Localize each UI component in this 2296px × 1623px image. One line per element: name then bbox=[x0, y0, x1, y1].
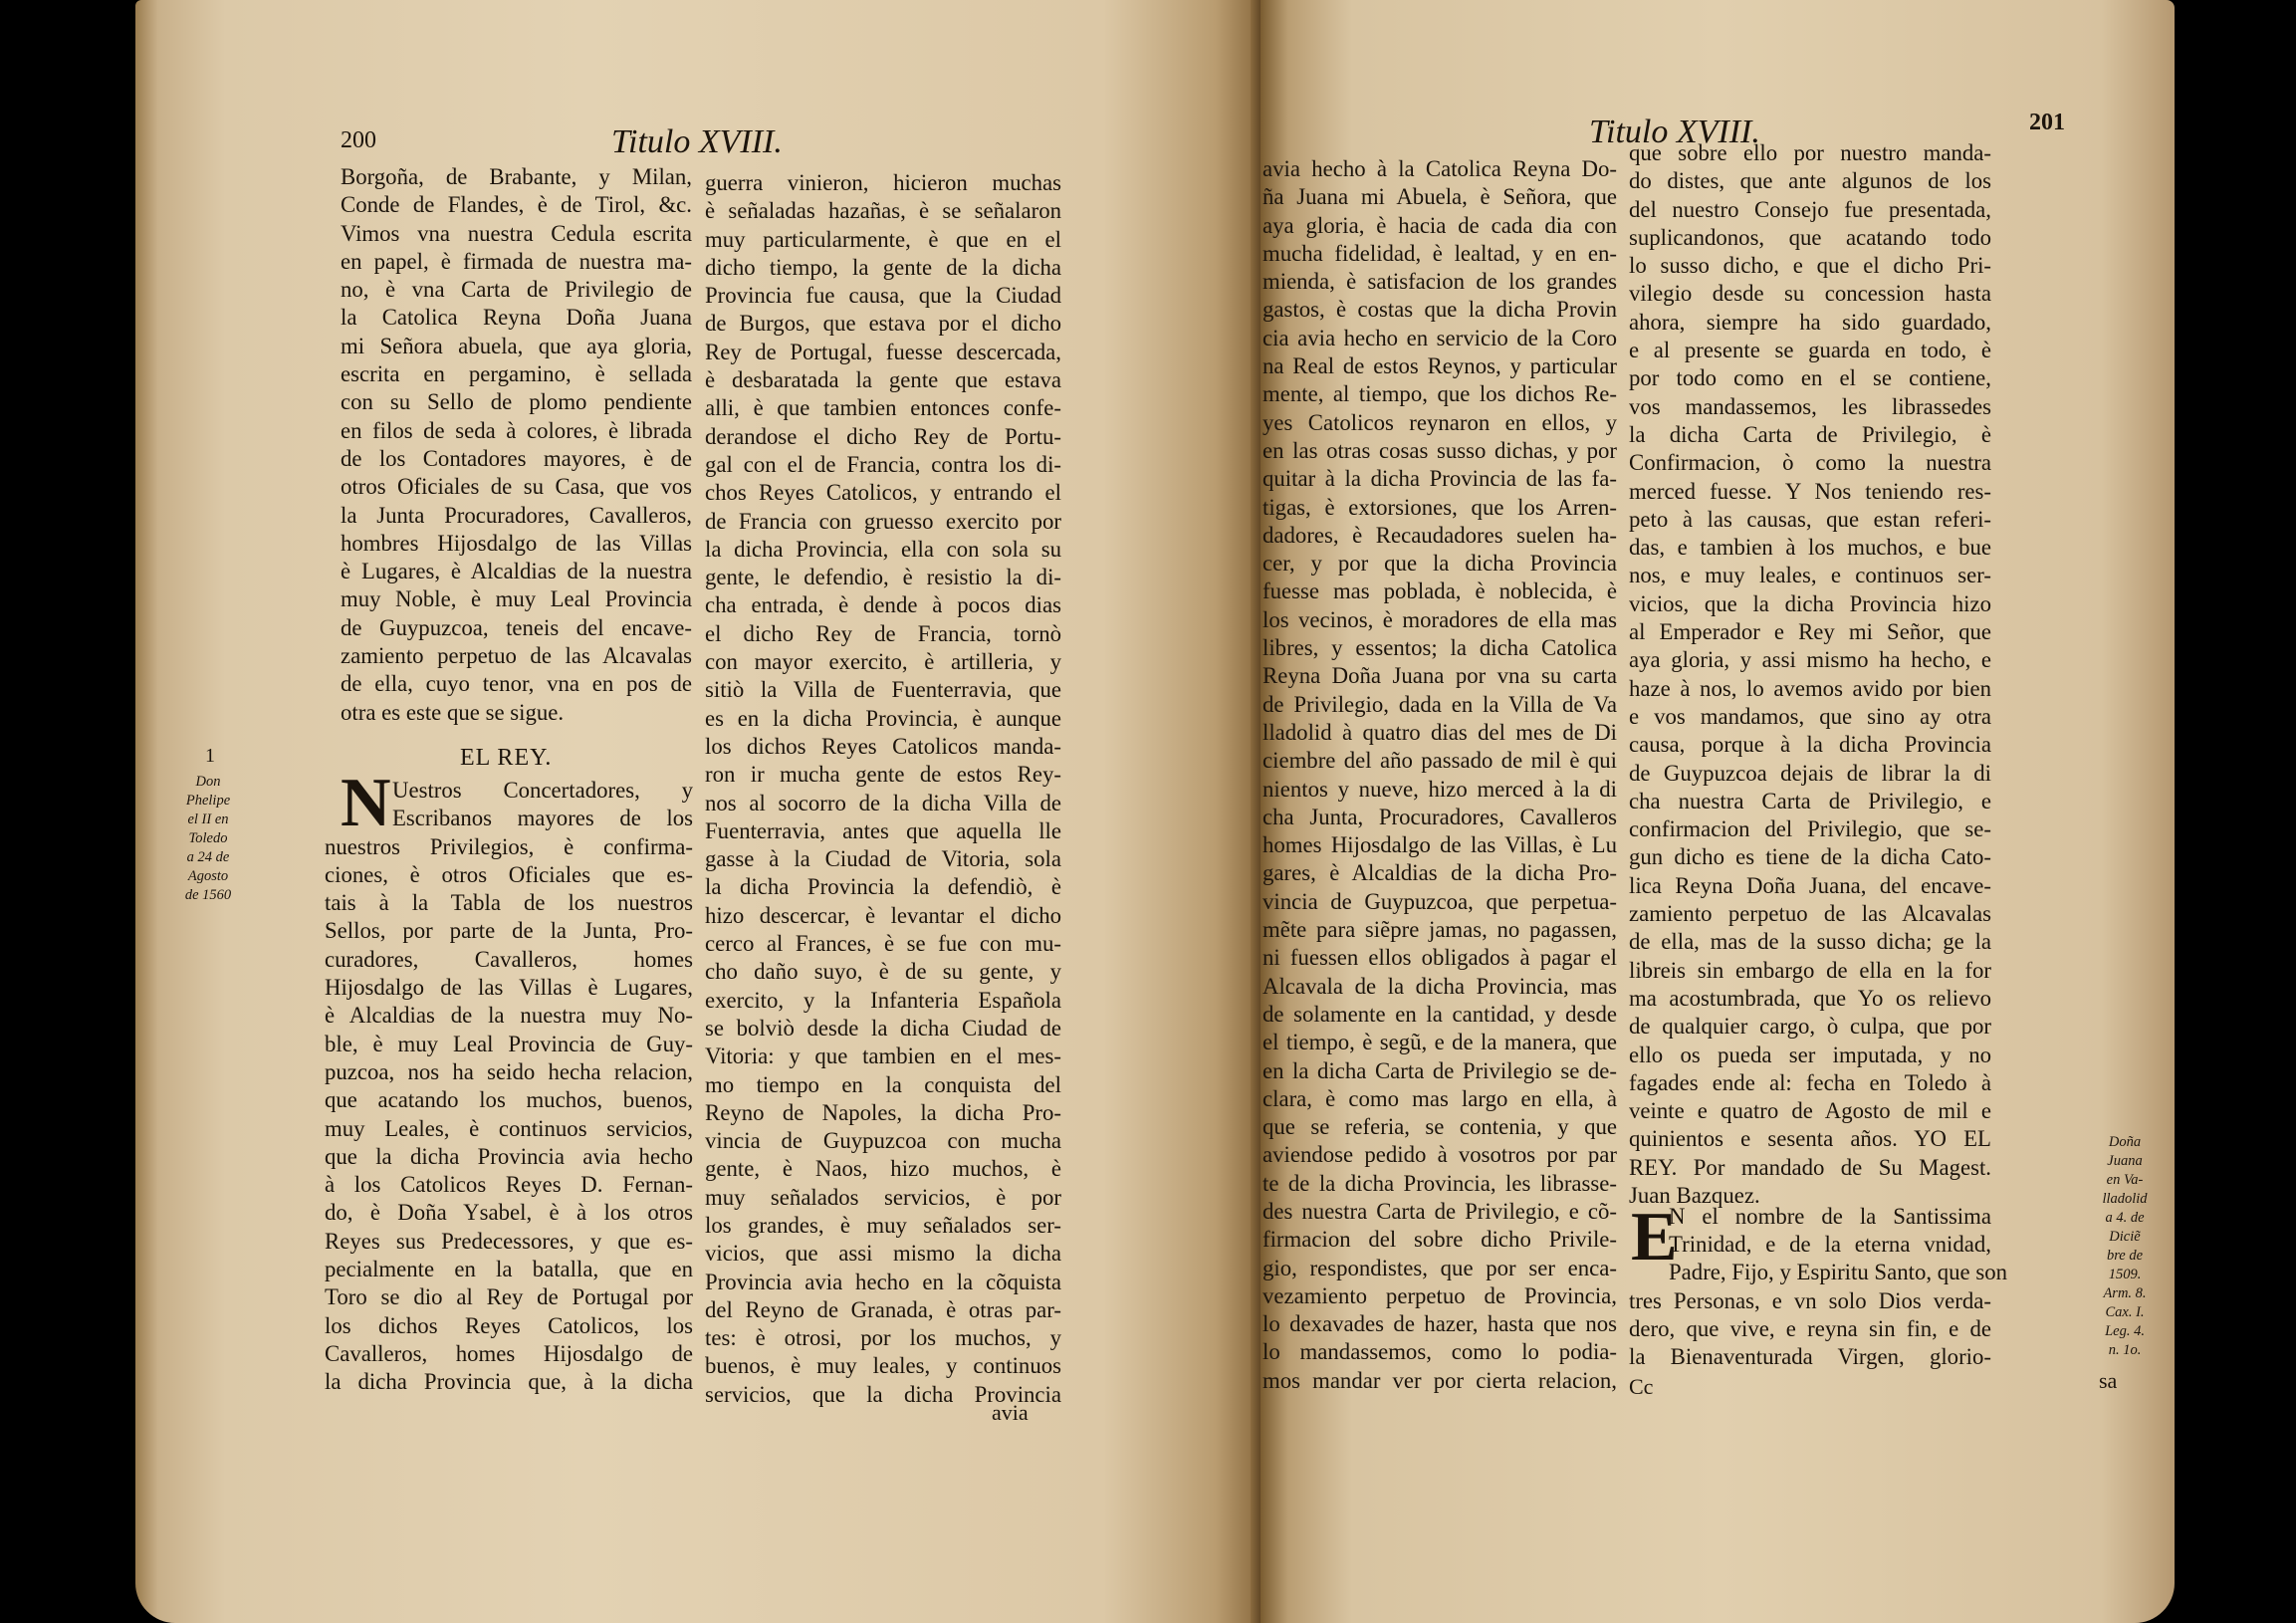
text-line: hombres Hijosdalgo de las Villas bbox=[341, 530, 692, 556]
text-line: Toledo bbox=[188, 830, 228, 846]
text-line: ahora, siempre ha sido guardado, bbox=[1629, 309, 1991, 335]
text-line: cha entrada, è dende à pocos dias bbox=[705, 592, 1061, 618]
text-line: muy Leales, è continuos servicios, bbox=[325, 1115, 693, 1141]
text-line: los dichos Reyes Catolicos manda- bbox=[705, 733, 1061, 759]
text-line: das, e tambien à los muchos, e bue bbox=[1629, 535, 1991, 561]
text-line: aviendose pedido à vosotros por par bbox=[1263, 1142, 1617, 1168]
text-line: mẽte para siẽpre jamas, no pagassen, bbox=[1263, 917, 1617, 943]
text-line: ble, è muy Leal Provincia de Guy- bbox=[325, 1031, 693, 1056]
text-line: de los Contadores mayores, è de bbox=[341, 445, 692, 471]
right-column-2-text-beside-cap bbox=[1669, 1203, 2008, 1287]
text-line: la Bienaventurada Virgen, glorio- bbox=[1629, 1344, 1991, 1370]
text-line: de Privilegio, dada en la Villa de Va bbox=[1263, 691, 1617, 717]
text-line: vilegio desde su concession hasta bbox=[1629, 281, 1991, 307]
text-line: de Guypuzcoa, teneis del encave- bbox=[341, 614, 692, 640]
text-line: Provincia avia hecho en la cõquista bbox=[705, 1269, 1061, 1294]
text-line: Hijosdalgo de las Villas è Lugares, bbox=[325, 975, 693, 1001]
text-line: derandose el dicho Rey de Portu- bbox=[705, 423, 1061, 449]
text-line: yes Catolicos reynaron en ellos, y bbox=[1263, 409, 1617, 435]
text-line: mente, al tiempo, que los dichos Re- bbox=[1263, 381, 1617, 407]
text-line: los vecinos, è moradores de ella mas bbox=[1263, 606, 1617, 632]
text-line: Trinidad, e de la eterna vnidad, bbox=[1669, 1231, 1991, 1257]
text-line: de Francia con gruesso exercito por bbox=[705, 508, 1061, 534]
signature-mark: Cc bbox=[1629, 1374, 1654, 1399]
text-line: hizo descercar, è levantar el dicho bbox=[705, 902, 1061, 928]
text-line: con su Sello de plomo pendiente bbox=[341, 389, 692, 415]
text-line: no, è vna Carta de Privilegio de bbox=[341, 277, 692, 303]
text-line: a 24 de bbox=[186, 849, 230, 865]
text-line: aya gloria, è hacia de cada dia con bbox=[1263, 212, 1617, 238]
text-line: n. 1o. bbox=[2108, 1342, 2142, 1358]
text-line: tres Personas, e vn solo Dios verda- bbox=[1629, 1287, 1991, 1313]
text-line: REY. Por mandado de Su Magest. bbox=[1629, 1154, 1991, 1180]
text-line: Vimos vna nuestra Cedula escrita bbox=[341, 220, 692, 246]
text-line: suplicandonos, que acatando todo bbox=[1629, 224, 1991, 250]
text-line: de qualquier cargo, ò culpa, que por bbox=[1629, 1014, 1991, 1040]
text-line: à los Catolicos Reyes D. Fernan- bbox=[325, 1172, 693, 1198]
text-line: Cavalleros, homes Hijosdalgo de bbox=[325, 1340, 693, 1366]
text-line: a 4. de bbox=[2105, 1210, 2145, 1226]
text-line: N el nombre de la Santissima bbox=[1669, 1203, 1991, 1229]
text-line: vos mandassemos, les librassedes bbox=[1629, 393, 1991, 419]
text-line: de Guypuzcoa dejais de librar la di bbox=[1629, 760, 1991, 786]
text-line: è desbaratada la gente que estava bbox=[705, 367, 1061, 393]
text-line: veinte e quatro de Agosto de mil e bbox=[1629, 1098, 1991, 1124]
text-line: de Burgos, que estava por el dicho bbox=[705, 311, 1061, 337]
text-line: na Real de estos Reynos, y particular bbox=[1263, 353, 1617, 379]
text-line: fuesse mas poblada, è noblecida, è bbox=[1263, 579, 1617, 604]
text-line: la dicha Carta de Privilegio, è bbox=[1629, 421, 1991, 447]
text-line: vincia de Guypuzcoa con mucha bbox=[705, 1128, 1061, 1154]
text-line: te de la dicha Provincia, les librasse- bbox=[1263, 1170, 1617, 1196]
right-page bbox=[1261, 0, 2175, 1623]
text-line: muy particularmente, è que en el bbox=[705, 226, 1061, 252]
text-line: la Junta Procuradores, Cavalleros, bbox=[341, 502, 692, 528]
text-line: cho daño suyo, è de su gente, y bbox=[705, 959, 1061, 985]
text-line: en Va- bbox=[2106, 1172, 2144, 1188]
text-line: ciones, è otros Oficiales que es- bbox=[325, 861, 693, 887]
text-line: buenos, è muy leales, y continuos bbox=[705, 1353, 1061, 1379]
drop-cap-n: N bbox=[341, 765, 391, 841]
drop-cap-e: E bbox=[1631, 1199, 1678, 1275]
left-page-number: 200 bbox=[341, 127, 376, 153]
text-line: Escribanos mayores de los bbox=[392, 806, 693, 831]
text-line: guerra vinieron, hicieron muchas bbox=[705, 170, 1061, 195]
text-line: Juana bbox=[2107, 1153, 2143, 1169]
text-line: avia hecho à la Catolica Reyna Do- bbox=[1263, 156, 1617, 181]
text-line: ello os pueda ser imputada, y no bbox=[1629, 1042, 1991, 1067]
text-line: Arm. 8. bbox=[2103, 1285, 2147, 1301]
text-line: homes Hijosdalgo de las Villas, è Lu bbox=[1263, 832, 1617, 858]
text-line: libres, y essentos; la dicha Catolica bbox=[1263, 635, 1617, 661]
text-line: cia avia hecho en servicio de la Coro bbox=[1263, 325, 1617, 350]
text-line: Vitoria: y que tambien en el mes- bbox=[705, 1043, 1061, 1069]
text-line: è Alcaldias de la nuestra muy No- bbox=[325, 1003, 693, 1029]
text-line: vicios, que la dicha Provincia hizo bbox=[1629, 590, 1991, 616]
text-line: gares, è Alcaldias de la dicha Pro- bbox=[1263, 860, 1617, 886]
text-line: Agosto bbox=[187, 868, 229, 884]
text-line: en las otras cosas susso dichas, y por bbox=[1263, 437, 1617, 463]
text-line: Cax. I. bbox=[2105, 1304, 2145, 1320]
text-line: vezamiento perpetuo de Provincia, bbox=[1263, 1282, 1617, 1308]
text-line: de ella, mas de la susso dicha; ge la bbox=[1629, 929, 1991, 955]
text-line: lo dexavades de hazer, hasta que nos bbox=[1263, 1311, 1617, 1337]
text-line: Borgoña, de Brabante, y Milan, bbox=[341, 164, 692, 189]
text-line: gun dicho es tiene de la dicha Cato- bbox=[1629, 844, 1991, 870]
text-line: clara, è como mas largo en ella, à bbox=[1263, 1085, 1617, 1111]
text-line: Confirmacion, ò como la nuestra bbox=[1629, 450, 1991, 476]
text-line: en la dicha Carta de Privilegio se de- bbox=[1263, 1057, 1617, 1083]
text-line: la Catolica Reyna Doña Juana bbox=[341, 305, 692, 331]
text-line: lo susso dicho, e que el dicho Pri- bbox=[1629, 253, 1991, 279]
text-line: merced fuesse. Y Nos teniendo res- bbox=[1629, 478, 1991, 504]
text-line: puzcoa, nos ha seido hecha relacion, bbox=[325, 1058, 693, 1084]
text-line: mucha fidelidad, è lealtad, y en en- bbox=[1263, 240, 1617, 266]
left-column-1-text-beside-cap bbox=[392, 777, 693, 833]
text-line: quitar à la dicha Provincia de las fa- bbox=[1263, 466, 1617, 492]
text-line: ciembre del año passado de mil è qui bbox=[1263, 748, 1617, 774]
text-line: chos Reyes Catolicos, y entrando el bbox=[705, 480, 1061, 506]
text-line: confirmacion del Privilegio, que se- bbox=[1629, 816, 1991, 842]
text-line: en papel, è firmada de nuestra ma- bbox=[341, 248, 692, 274]
text-line: vincia de Guypuzcoa, que perpetua- bbox=[1263, 888, 1617, 914]
text-line: gente, è Naos, hizo muchos, è bbox=[705, 1156, 1061, 1182]
text-line: Phelipe bbox=[185, 793, 231, 809]
text-line: curadores, Cavalleros, homes bbox=[325, 946, 693, 972]
text-line: Reyes sus Predecessores, y que es- bbox=[325, 1228, 693, 1254]
text-line: la dicha Provincia, ella con sola su bbox=[705, 536, 1061, 562]
text-line: libreis sin embargo de ella en la for bbox=[1629, 957, 1991, 983]
text-line: del Reyno de Granada, è otras par- bbox=[705, 1296, 1061, 1322]
text-line: è Lugares, è Alcaldias de la nuestra bbox=[341, 559, 692, 584]
text-line: se bolviò desde la dicha Ciudad de bbox=[705, 1015, 1061, 1041]
text-line: otros Oficiales de su Casa, que vos bbox=[341, 474, 692, 500]
text-line: aya gloria, y assi mismo ha hecho, e bbox=[1629, 647, 1991, 673]
text-line: Uestros Concertadores, y bbox=[392, 778, 693, 803]
right-column-1 bbox=[1263, 155, 1617, 1395]
text-line: gastos, è costas que la dicha Provin bbox=[1263, 297, 1617, 323]
text-line: la dicha Provincia la defendiò, è bbox=[705, 874, 1061, 900]
text-line: nos, e muy leales, e continuos ser- bbox=[1629, 563, 1991, 588]
text-line: dicho tiempo, la gente de la dicha bbox=[705, 254, 1061, 280]
text-line: e vos mandamos, que sino ay otra bbox=[1629, 703, 1991, 729]
text-line: cerco al Frances, è se fue con mu- bbox=[705, 931, 1061, 957]
text-line: cha Junta, Procuradores, Cavalleros bbox=[1263, 804, 1617, 829]
text-line: gente, le defendio, è resistio la di- bbox=[705, 565, 1061, 590]
text-line: ni fuessen ellos obligados à pagar el bbox=[1263, 945, 1617, 971]
text-line: con mayor exercito, è artilleria, y bbox=[705, 649, 1061, 675]
text-line: el dicho Rey de Francia, tornò bbox=[705, 620, 1061, 646]
left-running-head: Titulo XVIII. bbox=[611, 123, 783, 160]
text-line: Leg. 4. bbox=[2105, 1323, 2145, 1339]
text-line: que sobre ello por nuestro manda- bbox=[1629, 140, 1991, 165]
text-line: del nuestro Consejo fue presentada, bbox=[1629, 196, 1991, 222]
text-line: nos al socorro de la dicha Villa de bbox=[705, 790, 1061, 815]
text-line: gio, respondistes, que por ser enca- bbox=[1263, 1255, 1617, 1280]
text-line: muy señalados servicios, è por bbox=[705, 1184, 1061, 1210]
text-line: Reyno de Napoles, la dicha Pro- bbox=[705, 1099, 1061, 1125]
text-line: Reyna Doña Juana por vna su carta bbox=[1263, 663, 1617, 689]
text-line: en filos de seda à colores, è librada bbox=[341, 417, 692, 443]
text-line: dero, que vive, e reyna sin fin, e de bbox=[1629, 1315, 1991, 1341]
text-line: haze à nos, lo avemos avido por bien bbox=[1629, 675, 1991, 701]
text-line: mienda, è satisfacion de los grandes bbox=[1263, 269, 1617, 295]
text-line: los grandes, è muy señalados ser- bbox=[705, 1212, 1061, 1238]
text-line: el tiempo, è segũ, e de la manera, que bbox=[1263, 1030, 1617, 1055]
text-line: lladolid à quatro dias del mes de Di bbox=[1263, 719, 1617, 745]
text-line: è señaladas hazañas, è se señalaron bbox=[705, 198, 1061, 224]
text-line: por todo como en el se contiene, bbox=[1629, 365, 1991, 391]
text-line: cha nuestra Carta de Privilegio, e bbox=[1629, 788, 1991, 813]
text-line: es en la dicha Provincia, è aunque bbox=[705, 705, 1061, 731]
right-margin-note bbox=[2085, 1133, 2165, 1360]
text-line: pecialmente en la batalla, que en bbox=[325, 1257, 693, 1282]
text-line: ma acostumbrada, que Yo os relievo bbox=[1629, 985, 1991, 1011]
text-line: firmacion del sobre dicho Privile- bbox=[1263, 1227, 1617, 1253]
left-column-2 bbox=[705, 169, 1061, 1409]
text-line: Padre, Fijo, y Espiritu Santo, que son bbox=[1669, 1260, 2008, 1285]
text-line: Rey de Portugal, fuesse descercada, bbox=[705, 339, 1061, 364]
right-page-number: 201 bbox=[2029, 110, 2065, 135]
right-column-2-top bbox=[1629, 139, 1991, 1210]
text-line: Alcavala de la dicha Provincia, mas bbox=[1263, 973, 1617, 999]
right-running-head: Titulo XVIII. bbox=[1589, 114, 1760, 150]
text-line: tes: è otrosi, por los muchos, y bbox=[705, 1325, 1061, 1351]
text-line: Toro se dio al Rey de Portugal por bbox=[325, 1284, 693, 1310]
left-margin-note bbox=[169, 773, 247, 905]
text-line: do distes, que ante algunos de los bbox=[1629, 168, 1991, 194]
text-line: Provincia fue causa, que la Ciudad bbox=[705, 283, 1061, 309]
text-line: des nuestra Carta de Privilegio, e cõ- bbox=[1263, 1198, 1617, 1224]
text-line: al Emperador e Rey mi Señor, que bbox=[1629, 619, 1991, 645]
section-number: 1 bbox=[205, 745, 215, 767]
text-line: otra es este que se sigue. bbox=[341, 699, 565, 725]
left-column-1-text bbox=[325, 833, 693, 1397]
text-line: sitiò la Villa de Fuenterravia, que bbox=[705, 677, 1061, 703]
text-line: de 1560 bbox=[184, 887, 232, 903]
text-line: la dicha Provincia que, à la dicha bbox=[325, 1369, 693, 1395]
text-line: exercito, y la Infanteria Española bbox=[705, 987, 1061, 1013]
text-line: e al presente se guarda en todo, è bbox=[1629, 338, 1991, 363]
text-line: escrita en pergamino, è sellada bbox=[341, 361, 692, 387]
text-line: 1509. bbox=[2108, 1267, 2142, 1282]
section-heading: EL REY. bbox=[460, 745, 553, 771]
right-column-2-text bbox=[1629, 1287, 1991, 1372]
text-line: fagades ende al: fecha en Toledo à bbox=[1629, 1069, 1991, 1095]
text-line: nientos y nueve, hizo merced à la di bbox=[1263, 776, 1617, 802]
right-catchword: sa bbox=[2099, 1368, 2118, 1393]
text-line: mo tiempo en la conquista del bbox=[705, 1071, 1061, 1097]
text-line: bre de bbox=[2106, 1248, 2144, 1264]
text-line: Doña bbox=[2108, 1134, 2142, 1150]
text-line: tais à la Tabla de los nuestros bbox=[325, 890, 693, 916]
text-line: Juan Bazquez. bbox=[1629, 1182, 1760, 1208]
text-line: Sellos, por parte de la Junta, Pro- bbox=[325, 918, 693, 944]
text-line: los dichos Reyes Catolicos, los bbox=[325, 1312, 693, 1338]
text-line: Fuenterravia, antes que aquella lle bbox=[705, 817, 1061, 843]
text-line: vicios, que assi mismo la dicha bbox=[705, 1241, 1061, 1267]
text-line: zamiento perpetuo de las Alcavalas bbox=[341, 643, 692, 669]
text-line: lladolid bbox=[2102, 1191, 2148, 1207]
text-line: gal con el de Francia, contra los di- bbox=[705, 451, 1061, 477]
text-line: Conde de Flandes, è de Tirol, &c. bbox=[341, 192, 692, 218]
text-line: mi Señora abuela, que aya gloria, bbox=[341, 333, 692, 358]
text-line: que acatando los muchos, buenos, bbox=[325, 1087, 693, 1113]
text-line: alli, è que tambien entonces confe- bbox=[705, 395, 1061, 421]
text-line: servicios, que la dicha Provincia bbox=[705, 1381, 1061, 1407]
text-line: de solamente en la cantidad, y desde bbox=[1263, 1001, 1617, 1027]
text-line: quinientos e sesenta años. YO EL bbox=[1629, 1126, 1991, 1152]
text-line: Diciẽ bbox=[2109, 1229, 2141, 1245]
text-line: cer, y por que la dicha Provincia bbox=[1263, 551, 1617, 577]
text-line: causa, porque à la dicha Provincia bbox=[1629, 732, 1991, 758]
left-page bbox=[135, 0, 1261, 1623]
text-line: gasse à la Ciudad de Vitoria, sola bbox=[705, 846, 1061, 872]
text-line: lica Reyna Doña Juana, del encave- bbox=[1629, 872, 1991, 898]
text-line: muy Noble, è muy Leal Provincia bbox=[341, 586, 692, 612]
text-line: de ella, cuyo tenor, vna en pos de bbox=[341, 671, 692, 697]
open-book bbox=[117, 0, 2188, 1623]
text-line: zamiento perpetuo de las Alcavalas bbox=[1629, 901, 1991, 927]
text-line: ña Juana mi Abuela, è Señora, que bbox=[1263, 184, 1617, 210]
text-line: peto à las causas, que estan referi- bbox=[1629, 506, 1991, 532]
text-line: ron ir mucha gente de estos Rey- bbox=[705, 762, 1061, 788]
left-catchword: avia bbox=[992, 1400, 1029, 1425]
text-line: do, è Doña Ysabel, è à los otros bbox=[325, 1200, 693, 1226]
text-line: dadores, è Recaudadores suelen ha- bbox=[1263, 522, 1617, 548]
text-line: tigas, è extorsiones, que los Arren- bbox=[1263, 494, 1617, 520]
left-column-1-top bbox=[341, 163, 692, 727]
text-line: que la dicha Provincia avia hecho bbox=[325, 1143, 693, 1169]
text-line: el II en bbox=[187, 812, 229, 827]
text-line: que se referia, se contenia, y que bbox=[1263, 1114, 1617, 1140]
text-line: nuestros Privilegios, è confirma- bbox=[325, 833, 693, 859]
text-line: mos mandar ver por cierta relacion, bbox=[1263, 1367, 1617, 1393]
text-line: lo mandassemos, como lo podia- bbox=[1263, 1339, 1617, 1365]
text-line: Don bbox=[195, 774, 221, 790]
